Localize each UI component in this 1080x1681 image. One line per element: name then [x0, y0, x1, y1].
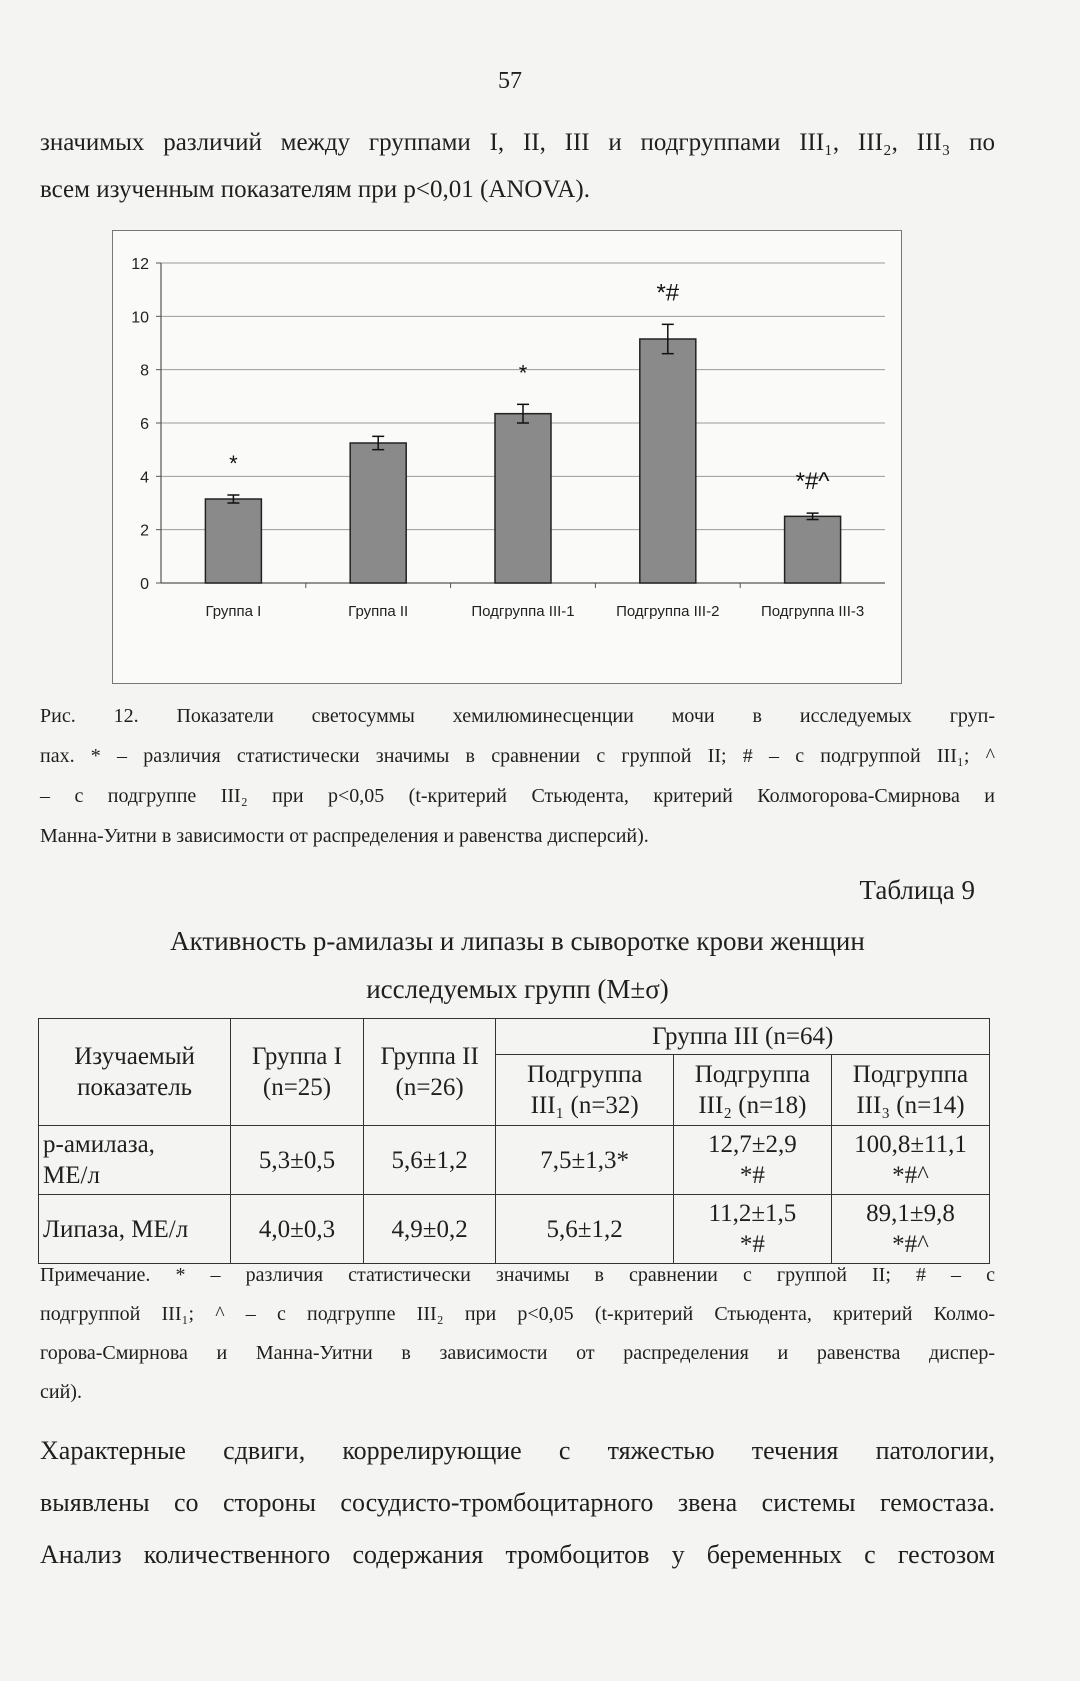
- bar: [495, 414, 551, 583]
- table-title-line: исследуемых групп (M±σ): [366, 974, 669, 1004]
- table-row: [39, 1195, 990, 1264]
- caption-line: Рис. 12. Показатели светосуммы хемилюминесценции мочи в исследуемых груп-: [40, 705, 995, 727]
- table-cell: [673, 1195, 831, 1264]
- body-line: выявлены со стороны сосудисто-тромбоцитарного звена системы гемостаза.: [40, 1488, 995, 1517]
- table-cell: [831, 1126, 989, 1195]
- header-text: Группа I: [252, 1043, 342, 1070]
- body-line: Характерные сдвиги, коррелирующие с тяжестью течения патологии,: [40, 1436, 995, 1465]
- header-text: III₃ (n=14): [856, 1092, 965, 1119]
- cell-text: 89,1±9,8: [866, 1200, 955, 1227]
- data-table: [38, 1018, 990, 1264]
- bar: [640, 339, 696, 583]
- bar: [205, 499, 261, 583]
- header-text: III₁ (n=32): [530, 1092, 639, 1119]
- table-cell: [831, 1195, 989, 1264]
- y-tick-label: 2: [140, 522, 149, 540]
- figure-caption: [40, 696, 995, 856]
- caption-line: пах. * – различия статистически значимы в сравнении с группой II; # – с подгруппой III₁; ^: [40, 745, 995, 767]
- x-tick-label: Подгруппа III-2: [616, 603, 720, 620]
- cell-text: 100,8±11,1: [854, 1131, 967, 1158]
- bar-annotation: *: [229, 451, 238, 476]
- intro-paragraph: [40, 119, 995, 213]
- header-text: III₂ (n=18): [698, 1092, 807, 1119]
- header-subgroup-1: [496, 1055, 673, 1126]
- y-tick-label: 4: [140, 469, 149, 487]
- cell-text: *#: [739, 1231, 765, 1258]
- table-note: [40, 1256, 995, 1412]
- cell-text: *#^: [892, 1231, 929, 1258]
- header-group-1: [231, 1019, 364, 1126]
- y-tick-label: 6: [140, 416, 149, 433]
- header-text: (n=26): [395, 1074, 464, 1101]
- header-text: Группа II: [380, 1043, 479, 1070]
- intro-line: всем изученным показателям при p<0,01 (ANOVA).: [40, 176, 590, 203]
- body-line: Анализ количественного содержания тромбоцитов у беременных с гестозом: [40, 1540, 995, 1569]
- header-text: Подгруппа: [527, 1061, 643, 1088]
- intro-line: значимых различий между группами I, II, III и подгруппами III₁, III₂, III₃ по: [40, 129, 995, 156]
- x-tick-label: Подгруппа III-1: [471, 603, 575, 620]
- x-tick-label: Группа I: [205, 603, 262, 620]
- row-label: Липаза, МЕ/л: [39, 1195, 231, 1264]
- header-text: Изучаемый: [74, 1043, 195, 1070]
- body-paragraph: [40, 1425, 995, 1581]
- cell-text: 12,7±2,9: [708, 1131, 797, 1158]
- table-cell: 5,6±1,2: [363, 1126, 496, 1195]
- bar-annotation: *#: [656, 279, 680, 307]
- x-tick-label: Группа II: [348, 603, 409, 620]
- table-cell: 5,3±0,5: [231, 1126, 364, 1195]
- header-indicator: [39, 1019, 231, 1126]
- note-line: сий).: [40, 1381, 82, 1403]
- header-text: (n=25): [262, 1074, 332, 1101]
- table-cell: 7,5±1,3*: [496, 1126, 673, 1195]
- header-text: показатель: [77, 1074, 193, 1101]
- cell-text: *#: [739, 1162, 765, 1189]
- cell-text: МЕ/л: [43, 1162, 100, 1189]
- note-line: горова-Смирнова и Манна-Уитни в зависимости от распределения и равенства диспер-: [40, 1342, 995, 1364]
- y-tick-label: 10: [131, 309, 149, 327]
- bar: [350, 443, 406, 583]
- header-text: Подгруппа: [694, 1061, 811, 1088]
- chart-svg: [113, 231, 901, 683]
- header-subgroup-3: [831, 1055, 989, 1126]
- bar: [785, 516, 841, 583]
- table-title-line: Активность р-амилазы и липазы в сыворотке крови женщин: [170, 926, 865, 956]
- cell-text: *#^: [892, 1162, 929, 1189]
- table-cell: 5,6±1,2: [496, 1195, 673, 1264]
- bar-chart: [112, 230, 902, 684]
- note-line: Примечание. * – различия статистически значимы в сравнении с группой II; # – с: [40, 1264, 995, 1286]
- cell-text: 11,2±1,5: [708, 1200, 797, 1227]
- y-tick-label: 12: [131, 256, 149, 273]
- table-number: Таблица 9: [859, 875, 975, 905]
- note-line: подгруппой III₁; ^ – с подгруппе III₂ при p<0,05 (t-критерий Стьюдента, критерий Колмо-: [40, 1303, 995, 1325]
- bar-annotation: *#^: [795, 468, 830, 496]
- caption-line: Манна-Уитни в зависимости от распределения и равенства дисперсий).: [40, 825, 649, 847]
- table-cell: 4,0±0,3: [231, 1195, 364, 1264]
- caption-line: – с подгруппе III₂ при p<0,05 (t-критерий Стьюдента, критерий Колмогорова-Смирнова и: [40, 785, 995, 807]
- header-subgroup-2: [673, 1055, 831, 1126]
- header-group-3: Группа III (n=64): [496, 1019, 990, 1055]
- y-tick-label: 0: [140, 576, 149, 593]
- header-group-2: [363, 1019, 496, 1126]
- header-text: Подгруппа: [852, 1061, 969, 1088]
- cell-text: р-амилаза,: [43, 1131, 155, 1158]
- x-tick-label: Подгруппа III-3: [760, 603, 865, 620]
- table-header-row: [39, 1019, 990, 1055]
- table-cell: 4,9±0,2: [363, 1195, 496, 1264]
- bar-annotation: *: [518, 360, 528, 386]
- table-row: [39, 1126, 990, 1195]
- y-tick-label: 8: [140, 362, 149, 380]
- row-label: [39, 1126, 231, 1195]
- table-title: [40, 917, 995, 1013]
- table-cell: [673, 1126, 831, 1195]
- page-number: 57: [498, 68, 522, 94]
